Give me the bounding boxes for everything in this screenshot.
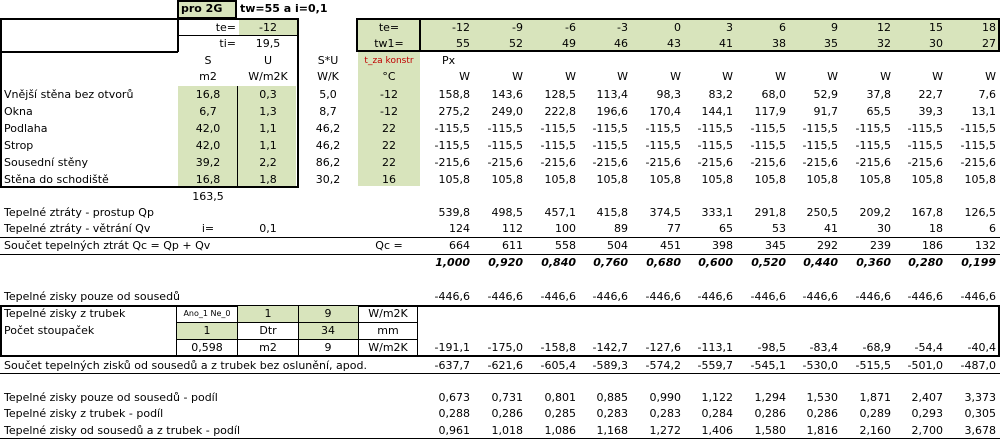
neighbors-cell: -446,6 [645,290,681,303]
row-su: 8,7 [319,105,337,118]
row-px-cell: 105,8 [491,173,523,186]
unit-w: W [932,70,943,83]
neighbors-cell: -446,6 [487,290,523,303]
qp-cell: 126,5 [964,206,996,219]
te-value-cell: -12 [452,21,470,34]
row-px-cell: 105,8 [806,173,838,186]
qc-cell: 398 [712,239,733,252]
te-value-cell: 6 [779,21,786,34]
row-px-cell: -215,6 [540,156,576,169]
qv-cell: 112 [502,222,523,235]
unit-w: W [670,70,681,83]
row-px-cell: -115,5 [802,122,838,135]
row-px-cell: -115,5 [487,139,523,152]
sum-gains-cell: -559,7 [697,359,733,372]
tw1-value-cell: 43 [667,37,681,50]
ratio-cell: 0,760 [593,256,628,269]
qc-cell: 132 [975,239,996,252]
neighbors-cell: -446,6 [697,290,733,303]
row-t[interactable]: -12 [380,105,398,118]
sum-gains-cell: -589,3 [592,359,628,372]
tw1-value-cell: 52 [509,37,523,50]
row-px-cell: -215,6 [907,156,943,169]
pipes-v2[interactable]: 9 [324,307,332,320]
row-px-cell: -115,5 [960,139,996,152]
pro-label: pro 2G [181,2,223,15]
i-label: i= [201,222,215,235]
row-su: 86,2 [315,156,341,169]
pipe-cell: -68,9 [862,341,891,354]
pipes-unit: W/m2K [368,307,408,320]
ratio-cell: 0,280 [908,256,943,269]
tw1-value-cell: 46 [614,37,628,50]
qv-cell: 30 [877,222,891,235]
qv-cell: 6 [989,222,996,235]
ratio-cell: 1,000 [435,256,470,269]
qp-cell: 209,2 [859,206,891,219]
share-neighbors-cell: 0,885 [596,391,628,404]
ti-value[interactable]: 19,5 [255,37,281,50]
row-px-cell: 105,8 [754,173,786,186]
neighbors-label: Tepelné zisky pouze od sousedů [4,290,181,303]
qv-cell: 77 [667,222,681,235]
share-both-cell: 2,160 [859,424,891,437]
neighbors-cell: -446,6 [907,290,943,303]
pipe-cell: -83,4 [809,341,838,354]
row-px-cell: -215,6 [697,156,733,169]
share-pipes-cell: 0,293 [911,407,943,420]
qv-cell: 89 [614,222,628,235]
ratio-cell: 0,360 [856,256,891,269]
qp-cell: 333,1 [701,206,733,219]
qp-cell: 539,8 [438,206,470,219]
row-px-cell: 117,9 [754,105,786,118]
su-total: 163,5 [192,190,224,203]
share-both-cell: 3,678 [964,424,996,437]
share-both-cell: 1,168 [596,424,628,437]
qp-cell: 167,8 [911,206,943,219]
sum-gains-cell: -605,4 [540,359,576,372]
te-value-cell: 12 [877,21,891,34]
row-px-cell: 105,8 [964,173,996,186]
row-px-cell: 22,7 [918,88,943,101]
col-u: U [263,54,273,67]
dtr-value[interactable]: 34 [321,324,335,337]
qv-cell: 53 [772,222,786,235]
share-both-cell: 1,086 [544,424,576,437]
te-value-cell: 9 [831,21,838,34]
qp-label: Tepelné ztráty - prostup Qp [4,206,154,219]
qv-cell: 124 [449,222,470,235]
te-value-cell: -9 [512,21,523,34]
te-value-cell: 15 [929,21,943,34]
i-value[interactable]: 0,1 [259,222,277,235]
row-u[interactable]: 2,2 [259,156,277,169]
row-px-cell: -215,6 [855,156,891,169]
row-px-cell: -115,5 [540,139,576,152]
qp-cell: 374,5 [649,206,681,219]
tw1-header: tw1= [374,37,404,50]
share-both-cell: 1,272 [649,424,681,437]
dtr-unit: mm [377,324,399,337]
row-px-cell: 83,2 [708,88,733,101]
unit-w: W [985,70,996,83]
share-both-cell: 1,018 [491,424,523,437]
row-px-cell: -115,5 [750,139,786,152]
row-s[interactable]: 39,2 [195,156,221,169]
qp-cell: 291,8 [754,206,786,219]
row-s[interactable]: 42,0 [195,122,221,135]
te-value[interactable]: -12 [259,21,277,34]
unit-su: W/K [317,70,339,83]
row-px-cell: 113,4 [596,88,628,101]
row-px-cell: 37,8 [866,88,891,101]
ratio-cell: 0,600 [698,256,733,269]
pipe-coef: 9 [324,341,332,354]
row-px-cell: -115,5 [960,122,996,135]
share-neighbors-cell: 0,990 [649,391,681,404]
pipe-cell: -113,1 [697,341,733,354]
unit-w: W [459,70,470,83]
sum-gains-label: Součet tepelných zisků od sousedů a z trubek bez oslunění, apod. [4,359,367,372]
row-su: 46,2 [315,122,341,135]
pipe-cell: -54,4 [914,341,943,354]
col-px: Px [442,54,456,67]
row-label: Sousední stěny [4,156,88,169]
row-px-cell: -115,5 [855,122,891,135]
pipe-cell: -191,1 [434,341,470,354]
sum-gains-cell: -621,6 [487,359,523,372]
row-px-cell: 91,7 [813,105,838,118]
pipe-coef-unit: W/m2K [368,341,408,354]
share-pipes-cell: 0,286 [806,407,838,420]
ano-ne-label: Ano_1 Ne_0 [183,309,231,318]
ratio-cell: 0,840 [541,256,576,269]
row-px-cell: 144,1 [701,105,733,118]
share-both-cell: 1,406 [701,424,733,437]
row-px-cell: -115,5 [802,139,838,152]
unit-w: W [880,70,891,83]
qc-cell: 239 [870,239,891,252]
te-value-cell: 3 [726,21,733,34]
qp-cell: 457,1 [544,206,576,219]
row-px-cell: -115,5 [907,139,943,152]
unit-w: W [617,70,628,83]
col-tz: t_za konstr [364,56,414,66]
qv-cell: 65 [719,222,733,235]
row-px-cell: -115,5 [434,139,470,152]
unit-w: W [827,70,838,83]
ratio-cell: 0,199 [961,256,996,269]
row-px-cell: 39,3 [918,105,943,118]
sum-gains-cell: -530,0 [802,359,838,372]
te-value-cell: 18 [982,21,996,34]
sum-gains-cell: -574,2 [645,359,681,372]
row-px-cell: 249,0 [491,105,523,118]
row-px-cell: -115,5 [592,139,628,152]
row-px-cell: 275,2 [438,105,470,118]
row-px-cell: 105,8 [911,173,943,186]
share-neighbors-cell: 0,731 [491,391,523,404]
row-px-cell: 105,8 [544,173,576,186]
ratio-cell: 0,520 [751,256,786,269]
unit-s: m2 [199,70,217,83]
neighbors-cell: -446,6 [750,290,786,303]
row-s[interactable]: 16,8 [195,173,221,186]
neighbors-cell: -446,6 [592,290,628,303]
ratio-cell: 0,680 [646,256,681,269]
tw1-value-cell: 49 [562,37,576,50]
ratio-cell: 0,440 [803,256,838,269]
tw1-value-cell: 32 [877,37,891,50]
sum-gains-cell: -637,7 [434,359,470,372]
row-label: Vnější stěna bez otvorů [4,88,134,101]
share-pipes-cell: 0,288 [438,407,470,420]
tw1-value-cell: 27 [982,37,996,50]
share-pipes-cell: 0,286 [491,407,523,420]
te-label: te= [215,21,236,34]
share-pipes-cell: 0,283 [649,407,681,420]
row-label: Podlaha [4,122,48,135]
qc-cell: 558 [555,239,576,252]
row-px-cell: -215,6 [960,156,996,169]
pipe-cell: -175,0 [487,341,523,354]
share-neighbors-label: Tepelné zisky pouze od sousedů - podíl [4,391,218,404]
qc-cell: 292 [817,239,838,252]
row-u[interactable]: 1,1 [259,139,277,152]
pipe-cell: -142,7 [592,341,628,354]
share-pipes-cell: 0,283 [596,407,628,420]
stoupacky-label: Počet stoupaček [4,324,95,337]
row-s[interactable]: 42,0 [195,139,221,152]
row-px-cell: 105,8 [859,173,891,186]
row-px-cell: 105,8 [596,173,628,186]
share-neighbors-cell: 2,407 [911,391,943,404]
divider [0,51,178,53]
row-t[interactable]: 16 [382,173,396,186]
row-px-cell: 68,0 [761,88,786,101]
row-u[interactable]: 0,3 [259,88,277,101]
row-s[interactable]: 16,8 [195,88,221,101]
share-neighbors-cell: 3,373 [964,391,996,404]
row-t[interactable]: -12 [380,88,398,101]
row-su: 5,0 [319,88,337,101]
qc-sym: Qc = [375,239,403,252]
share-neighbors-cell: 0,801 [544,391,576,404]
row-s[interactable]: 6,7 [199,105,217,118]
qc-cell: 186 [922,239,943,252]
row-u[interactable]: 1,3 [259,105,277,118]
stoupacky-count[interactable]: 1 [203,324,211,337]
share-both-cell: 0,961 [438,424,470,437]
qc-cell: 451 [660,239,681,252]
qp-cell: 498,5 [491,206,523,219]
share-neighbors-cell: 0,673 [438,391,470,404]
share-neighbors-cell: 1,294 [754,391,786,404]
unit-w: W [722,70,733,83]
share-both-cell: 1,580 [754,424,786,437]
share-pipes-cell: 0,289 [859,407,891,420]
te-value-cell: -3 [617,21,628,34]
row-px-cell: 222,8 [544,105,576,118]
share-neighbors-cell: 1,122 [701,391,733,404]
row-su: 46,2 [315,139,341,152]
row-px-cell: -215,6 [802,156,838,169]
qv-cell: 18 [929,222,943,235]
qc-cell: 345 [765,239,786,252]
share-pipes-label: Tepelné zisky z trubek - podíl [4,407,164,420]
row-u[interactable]: 1,8 [259,173,277,186]
pipe-cell: -127,6 [645,341,681,354]
row-px-cell: -215,6 [592,156,628,169]
ti-label: ti= [219,37,236,50]
sum-gains-cell: -487,0 [960,359,996,372]
row-px-cell: -115,5 [697,139,733,152]
tw1-value-cell: 38 [772,37,786,50]
row-px-cell: 13,1 [971,105,996,118]
share-both-cell: 2,700 [911,424,943,437]
pipes-label: Tepelné zisky z trubek [4,307,126,320]
pipe-cell: -158,8 [540,341,576,354]
share-pipes-cell: 0,286 [754,407,786,420]
share-pipes-cell: 0,305 [964,407,996,420]
row-px-cell: 196,6 [596,105,628,118]
tw1-value-cell: 30 [929,37,943,50]
te-value-cell: -6 [565,21,576,34]
share-pipes-cell: 0,284 [701,407,733,420]
share-neighbors-cell: 1,871 [859,391,891,404]
te-value-cell: 0 [674,21,681,34]
share-both-label: Tepelné zisky od sousedů a z trubek - podíl [4,424,241,437]
row-px-cell: 98,3 [656,88,681,101]
share-pipes-cell: 0,285 [544,407,576,420]
row-su: 30,2 [315,173,341,186]
sum-gains-cell: -515,5 [855,359,891,372]
row-px-cell: 105,8 [701,173,733,186]
pipe-area: 0,598 [191,341,223,354]
row-t[interactable]: 22 [382,122,396,135]
neighbors-cell: -446,6 [960,290,996,303]
qv-cell: 100 [555,222,576,235]
row-px-cell: 65,5 [866,105,891,118]
row-u[interactable]: 1,1 [259,122,277,135]
tw1-value-cell: 41 [719,37,733,50]
row-px-cell: 105,8 [438,173,470,186]
pipe-cell: -98,5 [757,341,786,354]
row-px-cell: -115,5 [750,122,786,135]
unit-tz: °C [382,70,396,83]
row-px-cell: -115,5 [645,122,681,135]
col-su: S*U [317,54,339,67]
neighbors-cell: -446,6 [540,290,576,303]
pipe-area-unit: m2 [259,341,277,354]
tw1-value-cell: 35 [824,37,838,50]
qv-cell: 41 [824,222,838,235]
row-px-cell: -215,6 [750,156,786,169]
qc-label: Součet tepelných ztrát Qc = Qp + Qv [4,239,211,252]
unit-w: W [512,70,523,83]
sum-gains-cell: -545,1 [750,359,786,372]
sum-gains-cell: -501,0 [907,359,943,372]
row-t[interactable]: 22 [382,156,396,169]
row-label: Okna [4,105,33,118]
pipe-cell: -40,4 [967,341,996,354]
row-px-cell: 170,4 [649,105,681,118]
row-px-cell: -115,5 [855,139,891,152]
qc-cell: 664 [449,239,470,252]
row-px-cell: -115,5 [540,122,576,135]
row-label: Stěna do schodiště [4,173,109,186]
qp-cell: 415,8 [596,206,628,219]
tw1-value-cell: 55 [456,37,470,50]
row-px-cell: -115,5 [487,122,523,135]
row-px-cell: -215,6 [487,156,523,169]
row-px-cell: -215,6 [434,156,470,169]
row-px-cell: -115,5 [907,122,943,135]
row-px-cell: -115,5 [434,122,470,135]
row-px-cell: 128,5 [544,88,576,101]
unit-u: W/m2K [248,70,288,83]
row-px-cell: 105,8 [649,173,681,186]
col-s: S [204,54,212,67]
qv-label: Tepelné ztráty - větrání Qv [4,222,151,235]
row-px-cell: 158,8 [438,88,470,101]
row-px-cell: 7,6 [978,88,996,101]
row-label: Strop [4,139,34,152]
row-px-cell: 143,6 [491,88,523,101]
qc-cell: 504 [607,239,628,252]
neighbors-cell: -446,6 [802,290,838,303]
ratio-cell: 0,920 [488,256,523,269]
tw-label: tw=55 a i=0,1 [240,2,328,15]
row-t[interactable]: 22 [382,139,396,152]
unit-w: W [565,70,576,83]
unit-w: W [775,70,786,83]
te-header: te= [378,21,400,34]
row-px-cell: -115,5 [645,139,681,152]
share-both-cell: 1,816 [806,424,838,437]
neighbors-cell: -446,6 [855,290,891,303]
share-neighbors-cell: 1,530 [806,391,838,404]
row-px-cell: -215,6 [645,156,681,169]
neighbors-cell: -446,6 [434,290,470,303]
row-px-cell: 52,9 [813,88,838,101]
pipes-v1[interactable]: 1 [264,307,272,320]
row-px-cell: -115,5 [697,122,733,135]
dtr-label: Dtr [259,324,277,337]
qc-cell: 611 [502,239,523,252]
row-px-cell: -115,5 [592,122,628,135]
qp-cell: 250,5 [806,206,838,219]
